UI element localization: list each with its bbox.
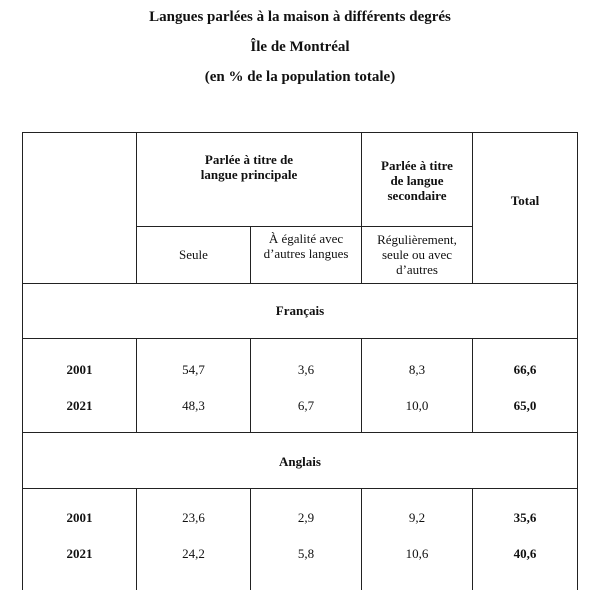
anglais-2001-total: 35,6 (513, 509, 537, 525)
col-divider-1-anglais (136, 488, 137, 590)
francais-label-bottom-line (22, 338, 578, 339)
header-egalite: À égalité avec d’autres langues (263, 231, 349, 261)
table-border-top (22, 132, 578, 133)
anglais-2021-egalite: 5,8 (297, 545, 315, 561)
header-langue-principale: Parlée à titre de langue principale (200, 152, 298, 182)
header-divider (136, 226, 472, 227)
anglais-2021-year: 2021 (66, 545, 93, 561)
anglais-2001-year: 2001 (66, 509, 93, 525)
header-seule: Seule (179, 246, 208, 262)
anglais-2021-secondaire: 10,6 (405, 545, 429, 561)
anglais-label-bottom-line (22, 488, 578, 489)
francais-2021-total: 65,0 (513, 397, 537, 413)
section-label-anglais: Anglais (279, 453, 321, 469)
francais-2021-seule: 48,3 (182, 397, 205, 413)
col-divider-1-francais (136, 338, 137, 432)
francais-2001-seule: 54,7 (182, 361, 205, 377)
anglais-2001-egalite: 2,9 (297, 509, 315, 525)
table-border-right (577, 132, 578, 590)
header-total: Total (510, 192, 540, 208)
anglais-2001-secondaire: 9,2 (408, 509, 426, 525)
col-divider-2-francais (250, 338, 251, 432)
col-divider-3-anglais (361, 488, 362, 590)
anglais-2001-seule: 23,6 (182, 509, 205, 525)
header-bottom-line (22, 283, 578, 284)
title-line-2: Île de Montréal (250, 39, 350, 55)
col-divider-4-francais (472, 338, 473, 432)
header-langue-secondaire: Parlée à titre de langue secondaire (381, 157, 453, 203)
col-divider-4-anglais (472, 488, 473, 590)
col-divider-2-anglais (250, 488, 251, 590)
section-label-francais: Français (275, 302, 325, 318)
header-regulierement: Régulièrement, seule ou avec d’autres (377, 231, 457, 277)
title-line-3: (en % de la population totale) (204, 69, 396, 85)
anglais-2021-seule: 24,2 (182, 545, 205, 561)
francais-2001-secondaire: 8,3 (408, 361, 426, 377)
francais-2021-year: 2021 (66, 397, 93, 413)
title-line-1: Langues parlées à la maison à différents degrés (149, 9, 451, 25)
col-divider-3-francais (361, 338, 362, 432)
francais-2021-egalite: 6,7 (297, 397, 315, 413)
francais-data-bottom-line (22, 432, 578, 433)
francais-2021-secondaire: 10,0 (405, 397, 429, 413)
francais-2001-total: 66,6 (513, 361, 537, 377)
francais-2001-egalite: 3,6 (297, 361, 315, 377)
anglais-2021-total: 40,6 (513, 545, 537, 561)
francais-2001-year: 2001 (66, 361, 93, 377)
